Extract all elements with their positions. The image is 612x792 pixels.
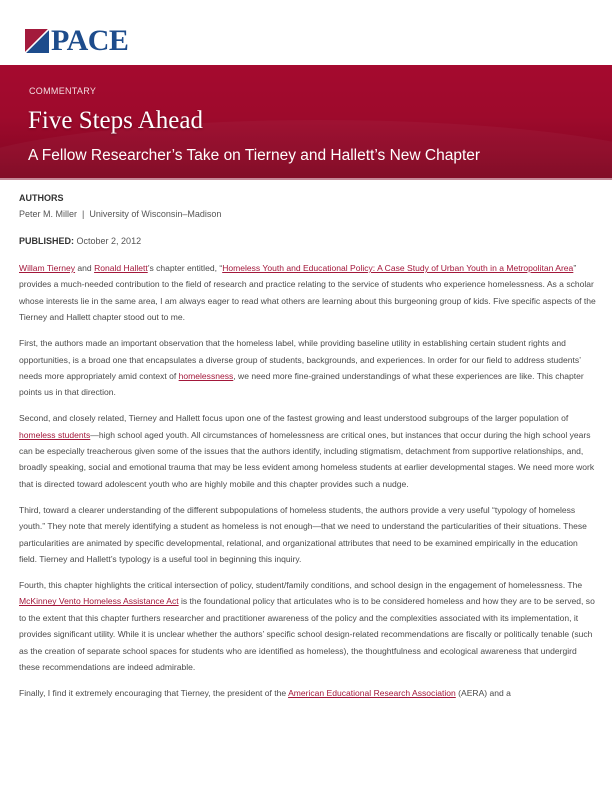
text: Third, toward a clearer understanding of the different subpopulations of homeless students, the authors provide a very useful “typology of homeless youth.” They note that merely identifying a student as homeless is not enough—that we need to understand the particularities of their situations. These particularities are animated by specific developmental, relational, and organizational attributes that need to be examined empirically in the education field. Tierney and Hallett’s typology is a useful tool in beginning this inquiry. — [19, 504, 587, 564]
published-label: PUBLISHED: — [19, 236, 75, 246]
paragraph-second — [19, 410, 597, 492]
link-chapter-title[interactable]: Homeless Youth and Educational Policy: A Case Study of Urban Youth in a Metropolitan Area — [222, 263, 574, 273]
page-subtitle: A Fellow Researcher’s Take on Tierney and Hallett’s New Chapter — [28, 147, 481, 164]
author-name: Peter M. Miller — [19, 209, 78, 219]
text: First, the authors made an important observation that the homeless label, while providing baseline utility in establishing certain student rights and opportunities, is a broad one that encapsulates a diverse group of students, backgrounds, and experiences. In order for our field to address students’ needs more appropriately amid context of — [19, 338, 581, 381]
text: Fourth, this chapter highlights the critical intersection of policy, student/family conditions, and school design in the engagement of homelessness. The — [19, 579, 583, 590]
paragraph-third — [19, 502, 597, 568]
link-homeless-students[interactable]: homeless students — [19, 429, 91, 440]
category-kicker: COMMENTARY — [29, 86, 97, 96]
text: Finally, I find it extremely encouraging that Tierney, the president of the — [19, 687, 289, 698]
paragraph-intro — [19, 260, 597, 326]
text: —high school aged youth. All circumstances of homelessness are critical ones, but instances that occur during the high school years can be especially treacherous given some of the issues that the authors identify, including stigmatism, detachment from supportive relationships, and, broadly speaking, social and emotional trauma that may be less evident among homeless students at earlier developmental stages. We need more work that is directed toward adolescent youth who are highly mobile and this chapter provides such a nudge. — [19, 429, 595, 489]
author-separator: | — [82, 209, 85, 219]
pace-logo-text: PACE — [51, 23, 129, 57]
authors-label: AUTHORS — [19, 193, 64, 203]
text: and — [75, 263, 95, 273]
link-aera[interactable]: American Educational Research Association — [288, 687, 456, 698]
paragraph-first — [19, 335, 597, 401]
text: is the foundational policy that articulates who is to be considered homeless and how they are to be served, so to the extent that this chapter furthers researcher and practitioner awareness of the policy and the complexities associated with its implementation, it provides significant utility. While it is unclear whether the authors’ specific school design-related recommendations are fiscally or politically tenable (such as the creation of separate school spaces for students who are identified as homeless), the thoughtfulness and ecological awareness that undergird these recommendations are indeed admirable. — [19, 596, 595, 672]
text: (AERA) and a — [455, 687, 511, 698]
page-title: Five Steps Ahead — [28, 107, 203, 134]
text: Second, and closely related, Tierney and Hallett focus upon one of the fastest growing and least understood subgroups of the larger population of — [19, 413, 569, 424]
link-mckinney-vento-act[interactable]: McKinney Vento Homeless Assistance Act — [19, 596, 179, 607]
published-date: October 2, 2012 — [76, 236, 142, 246]
published-line — [19, 236, 141, 246]
link-ronald-hallett[interactable]: Ronald Hallett — [94, 263, 148, 273]
paragraph-fourth — [19, 577, 597, 675]
author-line — [19, 209, 221, 219]
article-body — [19, 260, 597, 711]
text: ” provides a much-needed contribution to the field of research and practice relating to the service of students who experience homelessness. As a scholar whose interests lie in the same area, I am always eager to read what others are learning about this burgeoning group of kids. Five specific aspects of the Tierney and Hallett chapter stood out to me. — [19, 263, 596, 323]
pace-logo[interactable] — [25, 23, 129, 57]
text: , we need more fine-grained understandings of what these experiences are like. This chapter points us in that direction. — [19, 370, 584, 398]
author-affiliation: University of Wisconsin–Madison — [89, 209, 222, 219]
text: ’s chapter entitled, “ — [147, 263, 223, 273]
pace-logo-mark-icon — [25, 29, 49, 53]
paragraph-finally — [19, 685, 597, 701]
link-homelessness[interactable]: homelessness — [178, 370, 234, 381]
link-william-tierney[interactable]: Willam Tierney — [19, 263, 76, 273]
header-banner — [0, 65, 612, 180]
logo-bar — [0, 0, 612, 65]
